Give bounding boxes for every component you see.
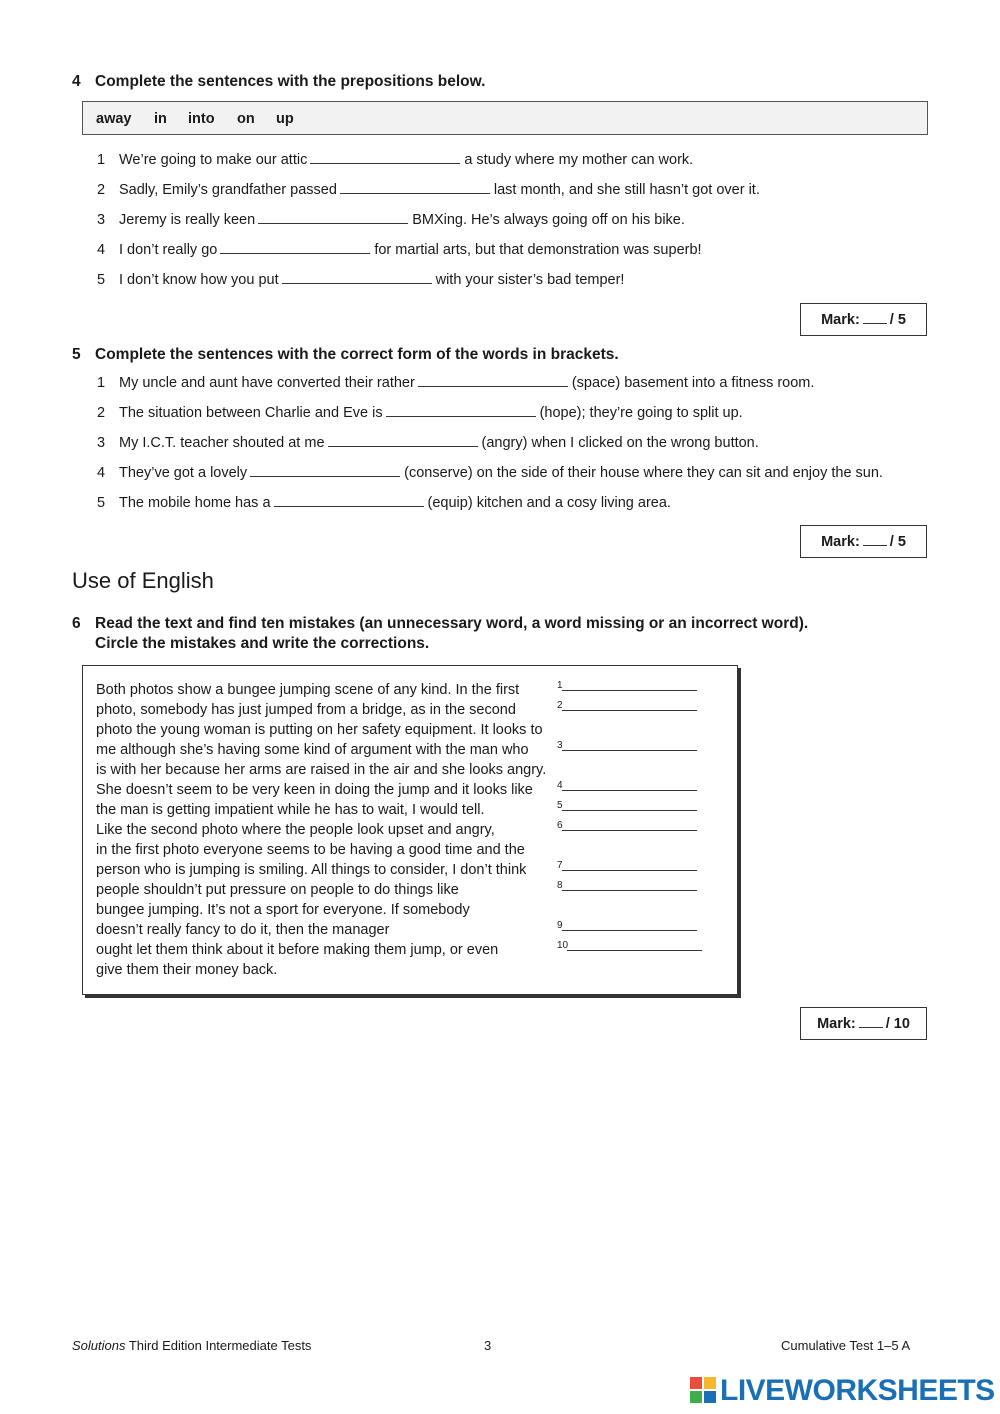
text-line: photo the young woman is putting on her safety equipment. It looks to — [96, 722, 543, 738]
text-line: She doesn’t seem to be very keen in doing the jump and it looks like — [96, 782, 533, 798]
text-line: people shouldn’t put pressure on people to do things like — [96, 882, 459, 898]
item-number: 3 — [97, 212, 106, 228]
answer-blank[interactable] — [258, 210, 408, 224]
sentence-start: Jeremy is really keen — [119, 212, 256, 228]
exercise-instruction-line: Circle the mistakes and write the corrections. — [95, 635, 430, 652]
text-line: me although she’s having some kind of argument with the man who — [96, 742, 529, 758]
item-number: 4 — [97, 242, 106, 258]
footer-book-rest: Third Edition Intermediate Tests — [125, 1338, 312, 1353]
footer-book-italic: Solutions — [72, 1338, 126, 1353]
mark-label: Mark: — [821, 534, 860, 550]
answer-blank[interactable] — [386, 403, 536, 417]
sentence-start: We’re going to make our attic — [119, 152, 308, 168]
text-line: in the first photo everyone seems to be having a good time and the — [96, 842, 525, 858]
mark-label: Mark: — [817, 1016, 856, 1032]
text-line: bungee jumping. It’s not a sport for everyone. If somebody — [96, 902, 470, 918]
item-number: 5 — [97, 495, 106, 511]
text-line: Like the second photo where the people look upset and angry, — [96, 822, 495, 838]
sentence-end: (hope); they’re going to split up. — [539, 405, 743, 421]
item-number: 2 — [97, 182, 106, 198]
word-bank-item: into — [188, 111, 215, 127]
exercise-number: 4 — [72, 73, 81, 90]
text-line: give them their money back. — [96, 962, 278, 978]
mark-total: / 5 — [889, 312, 906, 328]
footer-test-name: Cumulative Test 1–5 A — [781, 1338, 911, 1353]
item-number: 2 — [97, 405, 106, 421]
sentence-end: last month, and she still hasn’t got over it. — [493, 182, 760, 198]
sentence-end: (angry) when I clicked on the wrong button. — [481, 435, 759, 451]
sentence-start: Sadly, Emily’s grandfather passed — [119, 182, 337, 198]
mark-box — [800, 1007, 927, 1040]
answer-blank[interactable] — [418, 373, 568, 387]
sentence-end: (equip) kitchen and a cosy living area. — [427, 495, 671, 511]
text-line: doesn’t really fancy to do it, then the manager — [96, 922, 390, 938]
exercise-number: 5 — [72, 346, 81, 363]
mark-blank[interactable] — [863, 311, 887, 324]
item-number: 4 — [97, 465, 106, 481]
correction-line[interactable]: 9 — [557, 920, 563, 931]
answer-blank[interactable] — [220, 240, 370, 254]
sentence-start: I don’t really go — [119, 242, 218, 258]
exercise-instruction: Complete the sentences with the prepositions below. — [95, 73, 486, 90]
item-number: 1 — [97, 152, 106, 168]
sentence-start: I don’t know how you put — [119, 272, 279, 288]
answer-blank[interactable] — [340, 180, 490, 194]
mark-blank[interactable] — [859, 1015, 883, 1028]
sentence-start: They’ve got a lovely — [119, 465, 248, 481]
correction-line[interactable]: 1 — [557, 680, 563, 691]
logo-blocks-icon — [690, 1377, 716, 1403]
text-line: photo, somebody has just jumped from a bridge, as in the second — [96, 702, 516, 718]
text-line: is with her because her arms are raised in the air and she looks angry. — [96, 762, 547, 778]
sentence-start: My uncle and aunt have converted their rather — [119, 375, 415, 391]
section-heading: Use of English — [72, 568, 214, 593]
correction-line[interactable]: 4 — [557, 780, 563, 791]
footer-book-title — [72, 1338, 311, 1353]
correction-line[interactable]: 7 — [557, 860, 563, 871]
correction-line[interactable]: 8 — [557, 880, 563, 891]
word-bank-item: on — [237, 111, 255, 127]
correction-line[interactable]: 2 — [557, 700, 563, 711]
footer-page-number: 3 — [484, 1338, 492, 1353]
exercise-number: 6 — [72, 615, 81, 632]
sentence-start: The mobile home has a — [119, 495, 271, 511]
mark-label: Mark: — [821, 312, 860, 328]
mark-blank[interactable] — [863, 533, 887, 546]
item-number: 3 — [97, 435, 106, 451]
mark-box — [800, 525, 927, 558]
correction-line[interactable]: 5 — [557, 800, 563, 811]
sentence-end: BMXing. He’s always going off on his bike. — [412, 212, 685, 228]
sentence-end: with your sister’s bad temper! — [435, 272, 625, 288]
error-correction-textbox — [82, 665, 738, 995]
text-line: Both photos show a bungee jumping scene of any kind. In the first — [96, 682, 520, 698]
word-bank — [82, 101, 928, 135]
item-number: 1 — [97, 375, 106, 391]
mark-total: / 10 — [885, 1016, 910, 1032]
word-bank-item: away — [96, 111, 132, 127]
sentence-end: (conserve) on the side of their house where they can sit and enjoy the sun. — [404, 465, 883, 481]
sentence-end: a study where my mother can work. — [464, 152, 694, 168]
correction-line[interactable]: 10 — [557, 940, 568, 951]
sentence-end: for martial arts, but that demonstration was superb! — [374, 242, 702, 258]
word-bank-item: up — [276, 111, 294, 127]
text-line: ought let them think about it before making them jump, or even — [96, 942, 499, 958]
answer-blank[interactable] — [250, 463, 400, 477]
exercise-6-title — [72, 614, 972, 654]
word-bank-item: in — [154, 111, 167, 127]
sentence-start: The situation between Charlie and Eve is — [119, 405, 383, 421]
mark-total: / 5 — [889, 534, 906, 550]
exercise-instruction-line: Read the text and find ten mistakes (an unnecessary word, a word missing or an incorrect word). — [95, 615, 809, 632]
answer-blank[interactable] — [310, 150, 460, 164]
sentence-start: My I.C.T. teacher shouted at me — [119, 435, 325, 451]
exercise-instruction: Complete the sentences with the correct form of the words in brackets. — [95, 346, 619, 363]
text-line: the man is getting impatient while he has to wait, I would tell. — [96, 802, 485, 818]
answer-blank[interactable] — [328, 433, 478, 447]
sentence-end: (space) basement into a fitness room. — [571, 375, 815, 391]
text-line: person who is jumping is smiling. All things to consider, I don’t think — [96, 862, 527, 878]
answer-blank[interactable] — [282, 270, 432, 284]
logo-text: LIVEWORKSHEETS — [720, 1374, 995, 1407]
correction-line[interactable]: 6 — [557, 820, 563, 831]
mark-box — [800, 303, 927, 336]
correction-line[interactable]: 3 — [557, 740, 563, 751]
item-number: 5 — [97, 272, 106, 288]
answer-blank[interactable] — [274, 493, 424, 507]
